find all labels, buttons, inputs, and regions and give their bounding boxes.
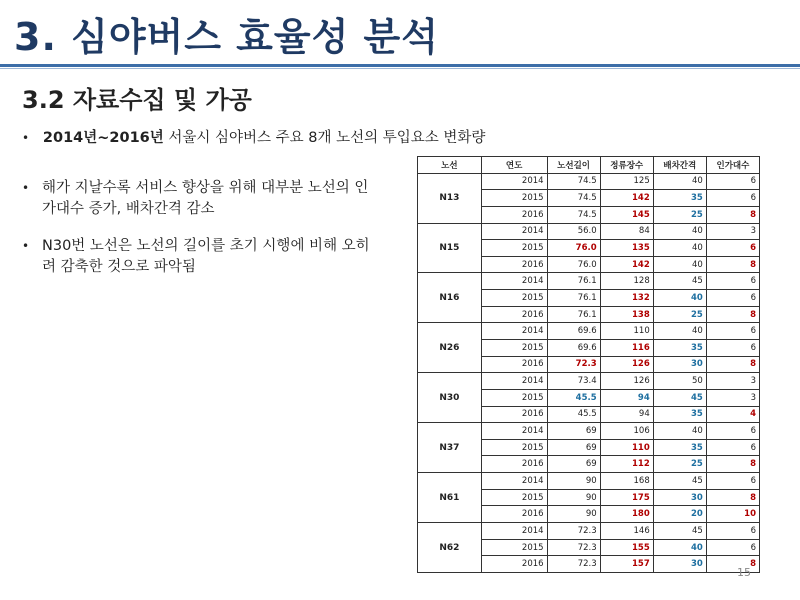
stops-cell: 168: [600, 473, 653, 490]
vehicles-cell: 8: [706, 356, 759, 373]
stops-cell: 116: [600, 340, 653, 357]
length-cell: 45.5: [547, 389, 600, 406]
interval-cell: 35: [653, 439, 706, 456]
stops-cell: 94: [600, 406, 653, 423]
route-cell: N15: [418, 223, 482, 273]
stops-cell: 142: [600, 190, 653, 207]
stops-cell: 126: [600, 373, 653, 390]
vehicles-cell: 8: [706, 489, 759, 506]
route-cell: N30: [418, 373, 482, 423]
interval-cell: 35: [653, 406, 706, 423]
col-header-interval: 배차간격: [653, 157, 706, 174]
stops-cell: 84: [600, 223, 653, 240]
bullet-dot-icon: •: [22, 181, 30, 195]
length-cell: 69.6: [547, 340, 600, 357]
stops-cell: 142: [600, 256, 653, 273]
length-cell: 72.3: [547, 539, 600, 556]
stops-cell: 125: [600, 173, 653, 190]
year-cell: 2014: [481, 273, 547, 290]
vehicles-cell: 3: [706, 373, 759, 390]
table-body: [418, 173, 760, 572]
year-cell: 2014: [481, 473, 547, 490]
year-cell: 2014: [481, 523, 547, 540]
stops-cell: 112: [600, 456, 653, 473]
length-cell: 45.5: [547, 406, 600, 423]
col-header-year: 연도: [481, 157, 547, 174]
year-cell: 2015: [481, 439, 547, 456]
vehicles-cell: 4: [706, 406, 759, 423]
length-cell: 69.6: [547, 323, 600, 340]
bullet-text: 해가 지날수록 서비스 향상을 위해 대부분 노선의 인가대수 증가, 배차간격 감소: [42, 180, 369, 217]
year-cell: 2016: [481, 556, 547, 573]
stops-cell: 94: [600, 389, 653, 406]
length-cell: 90: [547, 473, 600, 490]
interval-cell: 25: [653, 206, 706, 223]
bullet-bold-period: 2014년~2016년: [42, 130, 164, 146]
length-cell: 56.0: [547, 223, 600, 240]
vehicles-cell: 8: [706, 306, 759, 323]
interval-cell: 40: [653, 290, 706, 307]
stops-cell: 145: [600, 206, 653, 223]
length-cell: 90: [547, 506, 600, 523]
year-cell: 2016: [481, 406, 547, 423]
vehicles-cell: 8: [706, 256, 759, 273]
length-cell: 69: [547, 439, 600, 456]
table-row: [418, 423, 760, 440]
vehicles-cell: 6: [706, 473, 759, 490]
table-row: [418, 523, 760, 540]
interval-cell: 30: [653, 556, 706, 573]
year-cell: 2015: [481, 539, 547, 556]
route-cell: N61: [418, 473, 482, 523]
bullet-text: 서울시 심야버스 주요 8개 노선의 투입요소 변화량: [163, 130, 486, 146]
stops-cell: 155: [600, 539, 653, 556]
vehicles-cell: 6: [706, 190, 759, 207]
length-cell: 76.0: [547, 240, 600, 257]
year-cell: 2016: [481, 206, 547, 223]
vehicles-cell: 8: [706, 206, 759, 223]
length-cell: 76.0: [547, 256, 600, 273]
vehicles-cell: 10: [706, 506, 759, 523]
length-cell: 76.1: [547, 306, 600, 323]
length-cell: 76.1: [547, 290, 600, 307]
route-cell: N26: [418, 323, 482, 373]
bullet-dot-icon: •: [22, 131, 30, 145]
length-cell: 74.5: [547, 173, 600, 190]
route-cell: N16: [418, 273, 482, 323]
bullet-item: [22, 178, 372, 220]
year-cell: 2014: [481, 323, 547, 340]
vehicles-cell: 6: [706, 240, 759, 257]
page-number: 15: [737, 566, 751, 579]
length-cell: 72.3: [547, 523, 600, 540]
year-cell: 2016: [481, 506, 547, 523]
interval-cell: 40: [653, 240, 706, 257]
interval-cell: 45: [653, 473, 706, 490]
table-row: [418, 173, 760, 190]
year-cell: 2014: [481, 373, 547, 390]
stops-cell: 132: [600, 290, 653, 307]
interval-cell: 40: [653, 223, 706, 240]
interval-cell: 40: [653, 423, 706, 440]
stops-cell: 146: [600, 523, 653, 540]
col-header-vehicles: 인가대수: [706, 157, 759, 174]
length-cell: 74.5: [547, 190, 600, 207]
stops-cell: 180: [600, 506, 653, 523]
length-cell: 74.5: [547, 206, 600, 223]
vehicles-cell: 6: [706, 523, 759, 540]
stops-cell: 175: [600, 489, 653, 506]
year-cell: 2015: [481, 190, 547, 207]
stops-cell: 128: [600, 273, 653, 290]
vehicles-cell: 6: [706, 423, 759, 440]
year-cell: 2015: [481, 290, 547, 307]
stops-cell: 106: [600, 423, 653, 440]
length-cell: 90: [547, 489, 600, 506]
interval-cell: 45: [653, 273, 706, 290]
bullet-text: N30번 노선은 노선의 길이를 초기 시행에 비해 오히려 감축한 것으로 파악됨: [42, 238, 370, 275]
length-cell: 76.1: [547, 273, 600, 290]
year-cell: 2015: [481, 240, 547, 257]
vehicles-cell: 8: [706, 456, 759, 473]
interval-cell: 30: [653, 489, 706, 506]
route-cell: N37: [418, 423, 482, 473]
stops-cell: 110: [600, 323, 653, 340]
section-subtitle: 3.2 자료수집 및 가공: [22, 86, 252, 114]
title-divider-thin: [0, 68, 800, 69]
interval-cell: 25: [653, 456, 706, 473]
table-header-row: [418, 157, 760, 174]
year-cell: 2015: [481, 340, 547, 357]
interval-cell: 45: [653, 523, 706, 540]
interval-cell: 35: [653, 340, 706, 357]
length-cell: 69: [547, 456, 600, 473]
vehicles-cell: 6: [706, 539, 759, 556]
table-row: [418, 473, 760, 490]
length-cell: 72.3: [547, 556, 600, 573]
table-row: [418, 223, 760, 240]
interval-cell: 50: [653, 373, 706, 390]
vehicles-cell: 6: [706, 340, 759, 357]
table-row: [418, 273, 760, 290]
interval-cell: 40: [653, 323, 706, 340]
interval-cell: 25: [653, 306, 706, 323]
interval-cell: 30: [653, 356, 706, 373]
vehicles-cell: 8: [706, 556, 759, 573]
year-cell: 2014: [481, 223, 547, 240]
vehicles-cell: 3: [706, 223, 759, 240]
page-title: 3. 심야버스 효율성 분석: [14, 15, 439, 59]
vehicles-cell: 3: [706, 389, 759, 406]
length-cell: 73.4: [547, 373, 600, 390]
title-divider: [0, 64, 800, 67]
table-row: [418, 323, 760, 340]
bus-input-table: [417, 156, 760, 573]
interval-cell: 45: [653, 389, 706, 406]
year-cell: 2014: [481, 423, 547, 440]
stops-cell: 157: [600, 556, 653, 573]
stops-cell: 138: [600, 306, 653, 323]
vehicles-cell: 6: [706, 273, 759, 290]
route-cell: N13: [418, 173, 482, 223]
stops-cell: 126: [600, 356, 653, 373]
col-header-length: 노선길이: [547, 157, 600, 174]
interval-cell: 35: [653, 190, 706, 207]
col-header-route: 노선: [418, 157, 482, 174]
year-cell: 2014: [481, 173, 547, 190]
year-cell: 2016: [481, 356, 547, 373]
length-cell: 69: [547, 423, 600, 440]
year-cell: 2015: [481, 389, 547, 406]
bullet-item: [22, 236, 372, 278]
stops-cell: 110: [600, 439, 653, 456]
table-row: [418, 373, 760, 390]
vehicles-cell: 6: [706, 323, 759, 340]
interval-cell: 40: [653, 173, 706, 190]
length-cell: 72.3: [547, 356, 600, 373]
interval-cell: 40: [653, 539, 706, 556]
bullet-dot-icon: •: [22, 239, 30, 253]
vehicles-cell: 6: [706, 173, 759, 190]
year-cell: 2016: [481, 456, 547, 473]
interval-cell: 40: [653, 256, 706, 273]
interval-cell: 20: [653, 506, 706, 523]
bullet-item-overview: [22, 126, 485, 147]
year-cell: 2015: [481, 489, 547, 506]
route-cell: N62: [418, 523, 482, 573]
vehicles-cell: 6: [706, 290, 759, 307]
bullet-list: [22, 178, 372, 294]
stops-cell: 135: [600, 240, 653, 257]
year-cell: 2016: [481, 256, 547, 273]
col-header-stops: 정류장수: [600, 157, 653, 174]
vehicles-cell: 6: [706, 439, 759, 456]
year-cell: 2016: [481, 306, 547, 323]
